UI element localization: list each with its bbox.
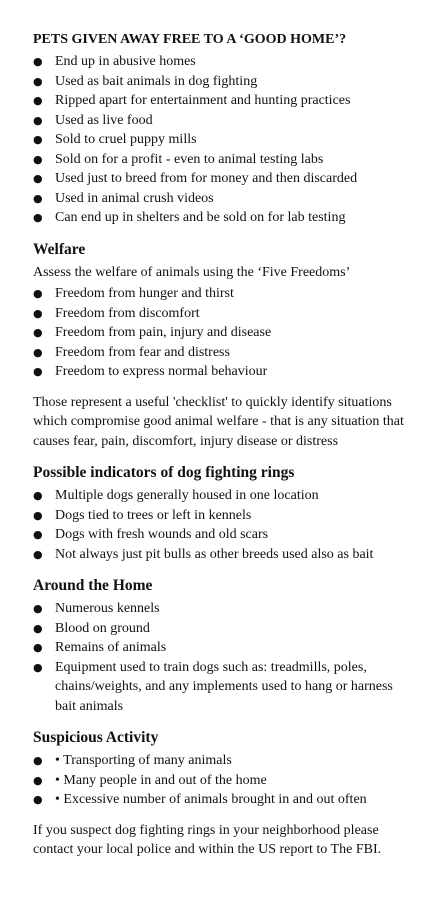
bullet-icon: ● <box>33 365 43 378</box>
list-item-text: Freedom from hunger and thirst <box>55 286 234 301</box>
bullet-icon: ● <box>33 287 43 300</box>
list-item <box>33 169 416 189</box>
list-item-text: Numerous kennels <box>55 601 160 616</box>
list-item-text: Remains of animals <box>55 640 167 655</box>
list-item-text: • Many people in and out of the home <box>55 772 267 788</box>
section-suspicious-activity <box>33 728 416 860</box>
list-item-text: Sold on for a profit - even to animal testing labs <box>55 151 324 167</box>
section-intro: Assess the welfare of animals using the ‘Five Freedoms’ <box>33 264 351 280</box>
list-item <box>33 304 416 324</box>
bullet-icon: ● <box>33 508 43 522</box>
list-item <box>33 208 416 228</box>
list-item-text: Blood on ground <box>55 620 150 636</box>
section-heading: Around the Home <box>33 577 153 594</box>
list-item <box>33 91 416 111</box>
bullet-icon: ● <box>33 489 43 502</box>
list-item <box>33 284 416 304</box>
bullet-icon: ● <box>33 94 43 107</box>
list-item <box>33 790 416 810</box>
list-item-text: Can end up in shelters and be sold on for lab testing <box>55 210 346 225</box>
bullet-icon: ● <box>33 55 43 68</box>
list-item <box>33 506 416 526</box>
section-welfare <box>33 240 416 452</box>
list-item <box>33 658 416 717</box>
list-item-text: • Excessive number of animals brought in and out often <box>55 792 367 807</box>
list-item-text: Freedom from discomfort <box>55 305 200 321</box>
list-item-text: Equipment used to train dogs such as: treadmills, poles, chains/weights, and any implements used to hang or harness bait animals <box>55 659 393 714</box>
bullet-icon: ● <box>33 621 43 635</box>
list-item <box>33 52 416 72</box>
list-item <box>33 343 416 363</box>
bullet-icon: ● <box>33 211 43 224</box>
bullet-list <box>33 52 416 228</box>
list-item <box>33 638 416 658</box>
bullet-icon: ● <box>33 74 43 88</box>
list-item <box>33 599 416 619</box>
bullet-list <box>33 486 416 564</box>
list-item-text: Used as live food <box>55 112 153 128</box>
list-item <box>33 771 416 791</box>
list-item-text: End up in abusive homes <box>55 54 196 69</box>
bullet-icon: ● <box>33 152 43 166</box>
bullet-icon: ● <box>33 345 43 359</box>
list-item <box>33 545 416 565</box>
bullet-icon: ● <box>33 602 43 615</box>
list-item-text: Freedom from fear and distress <box>55 344 230 360</box>
bullet-icon: ● <box>33 547 43 561</box>
section-dog-fighting-indicators <box>33 463 416 564</box>
section-around-the-home <box>33 576 416 716</box>
list-item <box>33 486 416 506</box>
bullet-icon: ● <box>33 133 43 146</box>
list-item <box>33 362 416 382</box>
list-item <box>33 130 416 150</box>
section-heading: Welfare <box>33 240 86 258</box>
list-item-text: • Transporting of many animals <box>55 753 232 768</box>
list-item-text: Multiple dogs generally housed in one location <box>55 488 319 503</box>
list-item-text: Dogs tied to trees or left in kennels <box>55 507 252 523</box>
bullet-icon: ● <box>33 641 43 654</box>
bullet-icon: ● <box>33 793 43 806</box>
bullet-list <box>33 284 416 382</box>
list-item-text: Freedom to express normal behaviour <box>55 364 268 379</box>
list-item <box>33 150 416 170</box>
section-heading: PETS GIVEN AWAY FREE TO A ‘GOOD HOME’? <box>33 32 347 47</box>
bullet-icon: ● <box>33 172 43 185</box>
list-item-text: Dogs with fresh wounds and old scars <box>55 527 269 542</box>
bullet-list <box>33 599 416 716</box>
bullet-icon: ● <box>33 326 43 339</box>
list-item <box>33 111 416 131</box>
bullet-icon: ● <box>33 113 43 127</box>
bullet-icon: ● <box>33 528 43 541</box>
list-item <box>33 525 416 545</box>
list-item <box>33 323 416 343</box>
list-item-text: Not always just pit bulls as other breeds used also as bait <box>55 546 374 562</box>
bullet-icon: ● <box>33 773 43 787</box>
list-item-text: Ripped apart for entertainment and hunting practices <box>55 93 351 108</box>
list-item-text: Freedom from pain, injury and disease <box>55 325 272 340</box>
bullet-icon: ● <box>33 754 43 767</box>
list-item-text: Used in animal crush videos <box>55 190 214 206</box>
section-pets-given-away <box>33 30 416 228</box>
list-item-text: Sold to cruel puppy mills <box>55 132 197 147</box>
bullet-list <box>33 751 416 810</box>
section-paragraph: If you suspect dog fighting rings in your neighborhood please contact your local police and within the US report to The FBI. <box>33 822 382 857</box>
bullet-icon: ● <box>33 306 43 320</box>
list-item <box>33 751 416 771</box>
bullet-icon: ● <box>33 660 43 674</box>
list-item-text: Used just to breed from for money and then discarded <box>55 171 358 186</box>
list-item <box>33 72 416 92</box>
section-heading: Possible indicators of dog fighting rings <box>33 464 295 481</box>
list-item <box>33 619 416 639</box>
list-item <box>33 189 416 209</box>
section-heading: Suspicious Activity <box>33 729 159 746</box>
bullet-icon: ● <box>33 191 43 205</box>
list-item-text: Used as bait animals in dog fighting <box>55 73 258 89</box>
section-paragraph: Those represent a useful 'checklist' to quickly identify situations which compromise good animal welfare - that is any situation that causes fear, pain, discomfort, injury disease or distress <box>33 394 404 449</box>
